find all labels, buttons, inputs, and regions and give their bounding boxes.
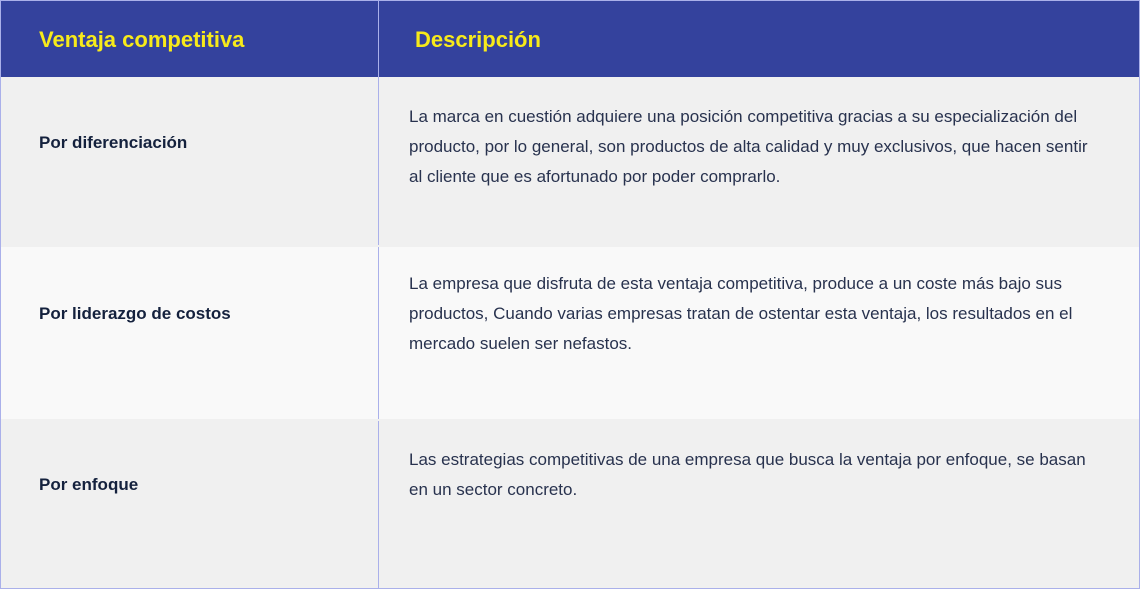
advantage-cell — [1, 77, 379, 245]
table-row — [1, 247, 1139, 419]
table-row — [1, 421, 1139, 588]
table-row — [1, 77, 1139, 245]
header-advantage-label: Ventaja competitiva — [39, 27, 245, 52]
advantage-cell — [1, 421, 379, 588]
description-cell — [379, 77, 1139, 245]
header-description-label: Descripción — [415, 27, 541, 52]
advantage-label: Por diferenciación — [39, 133, 188, 152]
advantage-cell — [1, 247, 379, 419]
description-text: Las estrategias competitivas de una empresa que busca la ventaja por enfoque, se basan en un sector concreto. — [409, 450, 1086, 499]
table-header-row — [1, 1, 1139, 77]
header-cell-description — [379, 1, 1139, 77]
description-cell — [379, 421, 1139, 588]
description-cell — [379, 247, 1139, 419]
advantage-label: Por liderazgo de costos — [39, 304, 231, 323]
description-text: La marca en cuestión adquiere una posición competitiva gracias a su especialización del producto, por lo general, son productos de alta calidad y muy exclusivos, que hacen sentir al cliente que es afortunado por poder comprarlo. — [409, 107, 1088, 186]
description-text: La empresa que disfruta de esta ventaja competitiva, produce a un coste más bajo sus productos, Cuando varias empresas tratan de ostentar esta ventaja, los resultados en el mercado suelen ser nefastos. — [409, 274, 1073, 353]
header-cell-advantage — [1, 1, 379, 77]
advantage-label: Por enfoque — [39, 475, 139, 494]
